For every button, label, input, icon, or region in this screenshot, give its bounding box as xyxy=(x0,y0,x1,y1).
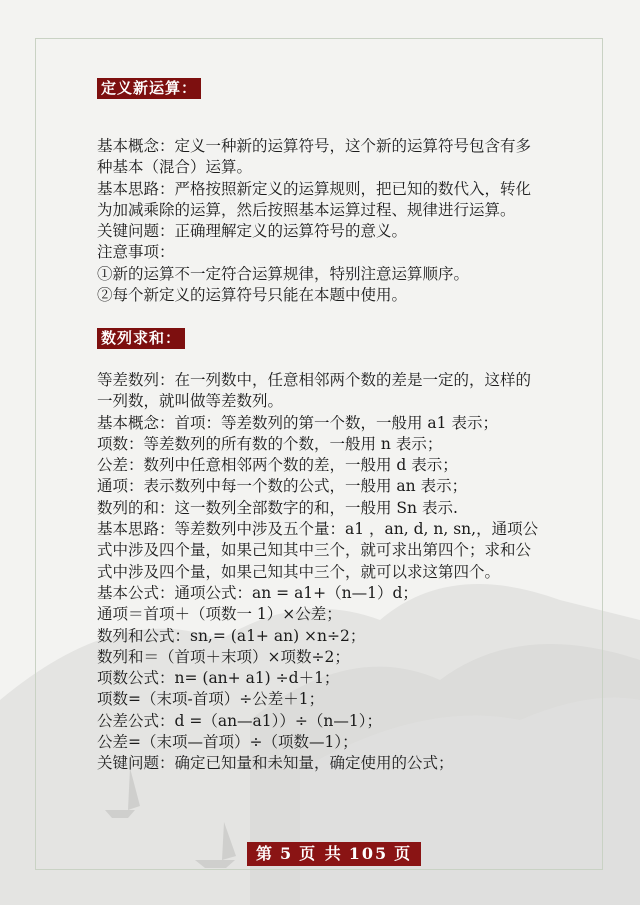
text-line: 基本公式：通项公式：an = a1+（n—1）d； xyxy=(97,583,418,602)
text-line: 数列和公式：sn,= (a1+ an) ×n÷2； xyxy=(97,626,366,645)
text-line: 基本思路：等差数列中涉及五个量：a1 ，an, d, n, sn,，通项公 xyxy=(97,520,539,539)
total-pages: 105 xyxy=(348,844,389,863)
text-line: 关键问题：正确理解定义的运算符号的意义。 xyxy=(97,222,408,241)
text-line: 等差数列：在一列数中，任意相邻两个数的差是一定的，这样的 xyxy=(97,371,532,389)
text-line: 种基本（混合）运算。 xyxy=(97,158,253,177)
page-number-badge xyxy=(247,842,421,866)
text-line: 基本思路：严格按照新定义的运算规则，把已知的数代入，转化 xyxy=(97,179,532,198)
text-line: 式中涉及四个量，如果己知其中三个，就可以求这第四个。 xyxy=(97,562,501,581)
page-prefix: 第 xyxy=(256,844,275,863)
text-line: 通项：表示数列中每一个数的公式，一般用 an 表示； xyxy=(97,477,468,496)
text-line: 关键问题：确定已知量和未知量，确定使用的公式； xyxy=(97,754,454,773)
page-suffix: 页 xyxy=(394,844,413,863)
page-mid: 页 共 xyxy=(299,844,343,863)
text-line: 基本概念：首项：等差数列的第一个数，一般用 a1 表示； xyxy=(97,413,498,432)
text-line: ②每个新定义的运算符号只能在本题中使用。 xyxy=(97,286,408,305)
text-line: 项数=（末项-首项）÷公差＋1； xyxy=(97,690,325,709)
text-line: 项数：等差数列的所有数的个数，一般用 n 表示； xyxy=(97,434,443,453)
section-heading-new-operation: 定义新运算： xyxy=(97,78,201,99)
text-line: 数列的和：这一数列全部数字的和，一般用 Sn 表示. xyxy=(97,498,458,517)
section-body-new-operation xyxy=(97,136,557,306)
text-line: 一列数，就叫做等差数列。 xyxy=(97,392,284,411)
text-line: 数列和＝（首项＋末项）×项数÷2； xyxy=(97,647,350,666)
text-line: 基本概念：定义一种新的运算符号，这个新的运算符号包含有多 xyxy=(97,137,532,155)
text-line: 通项＝首项＋（项数一 1）×公差； xyxy=(97,605,342,624)
text-line: 式中涉及四个量，如果己知其中三个，就可求出第四个；求和公 xyxy=(97,541,532,560)
current-page: 5 xyxy=(280,844,294,863)
text-line: ①新的运算不一定符合运算规律，特别注意运算顺序。 xyxy=(97,264,470,283)
text-line: 公差公式：d =（an—a1））÷（n—1）； xyxy=(97,711,382,730)
text-line: 为加减乘除的运算，然后按照基本运算过程、规律进行运算。 xyxy=(97,200,516,219)
text-line: 项数公式：n= (an+ a1) ÷d＋1； xyxy=(97,669,340,688)
section-body-sequence-sum xyxy=(97,370,557,775)
text-line: 公差=（末项—首项）÷（项数—1）； xyxy=(97,733,358,752)
text-line: 注意事项： xyxy=(97,243,175,262)
section-heading-sequence-sum: 数列求和： xyxy=(97,328,185,349)
text-line: 公差：数列中任意相邻两个数的差，一般用 d 表示； xyxy=(97,456,458,475)
